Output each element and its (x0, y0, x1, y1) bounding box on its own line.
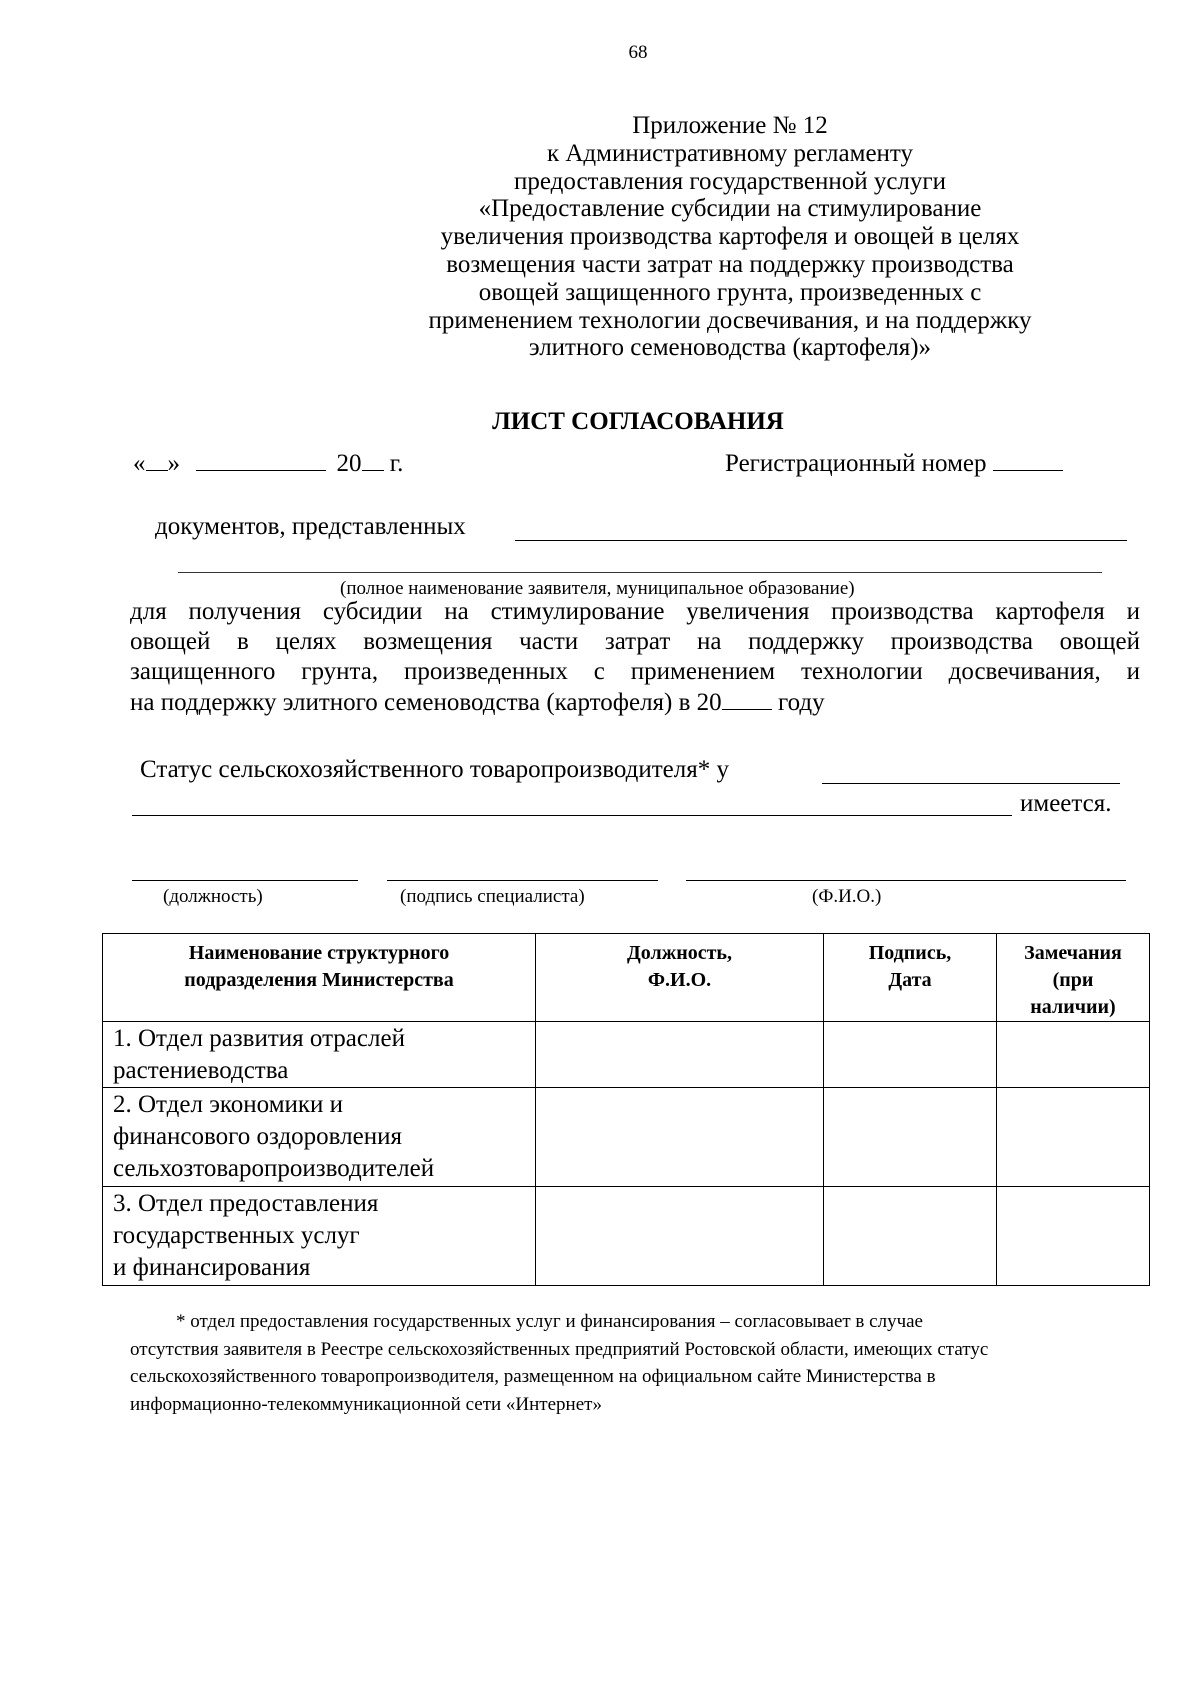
applicant-name-line-2[interactable] (178, 572, 1102, 573)
appendix-line: предоставления государственной услуги (513, 167, 947, 195)
signature-line[interactable] (387, 880, 658, 881)
header-text: Должность, (626, 942, 733, 964)
appendix-line: к Административному регламенту (546, 139, 914, 167)
status-name-line-2[interactable] (132, 815, 1012, 816)
footnote-line: отсутствия заявителя в Реестре сельскохозяйственных предприятий Ростовской области, имеющих статус (130, 1338, 989, 1360)
fio-caption: (Ф.И.О.) (812, 886, 882, 907)
department-text: 2. Отдел экономики и (113, 1091, 344, 1118)
date-close-quote: » (167, 450, 180, 477)
appendix-line: возмещения части затрат на поддержку производства (446, 250, 1014, 278)
position-caption: (должность) (163, 886, 263, 907)
header-text: Подпись, (868, 942, 952, 964)
position-cell[interactable] (536, 1187, 824, 1286)
department-text: 1. Отдел развития отраслей (113, 1025, 405, 1052)
purpose-year-blank[interactable] (722, 687, 772, 710)
position-cell[interactable] (536, 1088, 824, 1187)
department-text: государственных услуг (113, 1222, 360, 1249)
reg-number-label: Регистрационный номер (725, 450, 987, 477)
signature-cell[interactable] (824, 1022, 997, 1088)
header-text: Наименование структурного (188, 942, 450, 964)
approval-table (102, 933, 1150, 1286)
position-cell[interactable] (536, 1022, 824, 1088)
status-end: имеется. (1020, 790, 1112, 817)
header-remarks (997, 934, 1150, 1022)
fio-line[interactable] (686, 880, 1126, 881)
status-label: Статус сельскохозяйственного товаропроизводителя* у (140, 756, 729, 783)
document-title: ЛИСТ СОГЛАСОВАНИЯ (492, 408, 784, 435)
footnote-line: * отдел предоставления государственных услуг и финансирования – согласовывает в случае (176, 1311, 923, 1332)
footnote-line: информационно-телекоммуникационной сети «Интернет» (130, 1393, 602, 1415)
remarks-cell[interactable] (997, 1187, 1150, 1286)
header-text: Замечания (1024, 942, 1122, 964)
purpose-line: овощей в целях возмещения части затрат на поддержку производства овощей (130, 628, 1140, 655)
department-text: финансового оздоровления (113, 1123, 402, 1150)
footnote (130, 1308, 1140, 1418)
position-line[interactable] (132, 880, 358, 881)
signature-caption: (подпись специалиста) (400, 886, 585, 907)
header-text: подразделения Министерства (184, 969, 454, 991)
date-line (133, 448, 403, 478)
month-blank[interactable] (196, 448, 326, 471)
signature-cell[interactable] (824, 1088, 997, 1187)
department-cell (103, 1088, 536, 1187)
documents-label: документов, представленных (155, 513, 466, 540)
appendix-header (400, 112, 1060, 362)
footnote-line: сельскохозяйственного товаропроизводителя, размещенном на официальном сайте Министерства в (130, 1366, 936, 1387)
appendix-line: овощей защищенного грунта, произведенных с (478, 278, 982, 306)
appendix-line: увеличения производства картофеля и овощей в целях (440, 223, 1020, 251)
department-cell (103, 1187, 536, 1286)
purpose-last-text: на поддержку элитного семеноводства (картофеля) в 20 (130, 689, 722, 716)
header-text: Дата (888, 969, 932, 991)
header-text: Ф.И.О. (647, 969, 712, 991)
purpose-line: защищенного грунта, произведенных с применением технологии досвечивания, и (130, 658, 1140, 685)
reg-number-blank[interactable] (993, 448, 1063, 471)
table-row (103, 1088, 1150, 1187)
appendix-line: элитного семеноводства (картофеля)» (528, 334, 932, 362)
department-text: 3. Отдел предоставления (113, 1190, 379, 1217)
appendix-line: Приложение № 12 (632, 112, 828, 139)
purpose-last-suffix: году (777, 689, 825, 716)
department-text: и финансирования (113, 1254, 311, 1281)
page-number: 68 (628, 42, 648, 63)
applicant-name-line[interactable] (515, 540, 1127, 541)
department-text: растениеводства (113, 1057, 289, 1084)
year-suffix: г. (389, 450, 404, 477)
remarks-cell[interactable] (997, 1022, 1150, 1088)
header-signature-date (824, 934, 997, 1022)
department-cell (103, 1022, 536, 1088)
header-position-fio (536, 934, 824, 1022)
header-text: наличии) (1030, 996, 1116, 1018)
signature-cell[interactable] (824, 1187, 997, 1286)
purpose-last-line (130, 687, 1140, 718)
appendix-line: «Предоставление субсидии на стимулирование (478, 195, 982, 223)
status-name-line[interactable] (822, 783, 1120, 784)
purpose-paragraph (130, 597, 1140, 718)
table-header-row (103, 934, 1150, 1022)
header-department (103, 934, 536, 1022)
day-blank[interactable] (146, 448, 168, 471)
header-text: (при (1052, 969, 1094, 991)
purpose-line: для получения субсидии на стимулирование увеличения производства картофеля и (130, 598, 1140, 625)
applicant-caption: (полное наименование заявителя, муниципальное образование) (340, 578, 855, 599)
registration-number (725, 448, 1063, 478)
remarks-cell[interactable] (997, 1088, 1150, 1187)
table-row (103, 1187, 1150, 1286)
year-blank[interactable] (362, 448, 384, 471)
year-prefix: 20 (336, 450, 362, 477)
date-open-quote: « (133, 450, 146, 477)
table-row (103, 1022, 1150, 1088)
department-text: сельхозтоваропроизводителей (113, 1155, 435, 1182)
appendix-line: применением технологии досвечивания, и на поддержку (428, 306, 1032, 334)
